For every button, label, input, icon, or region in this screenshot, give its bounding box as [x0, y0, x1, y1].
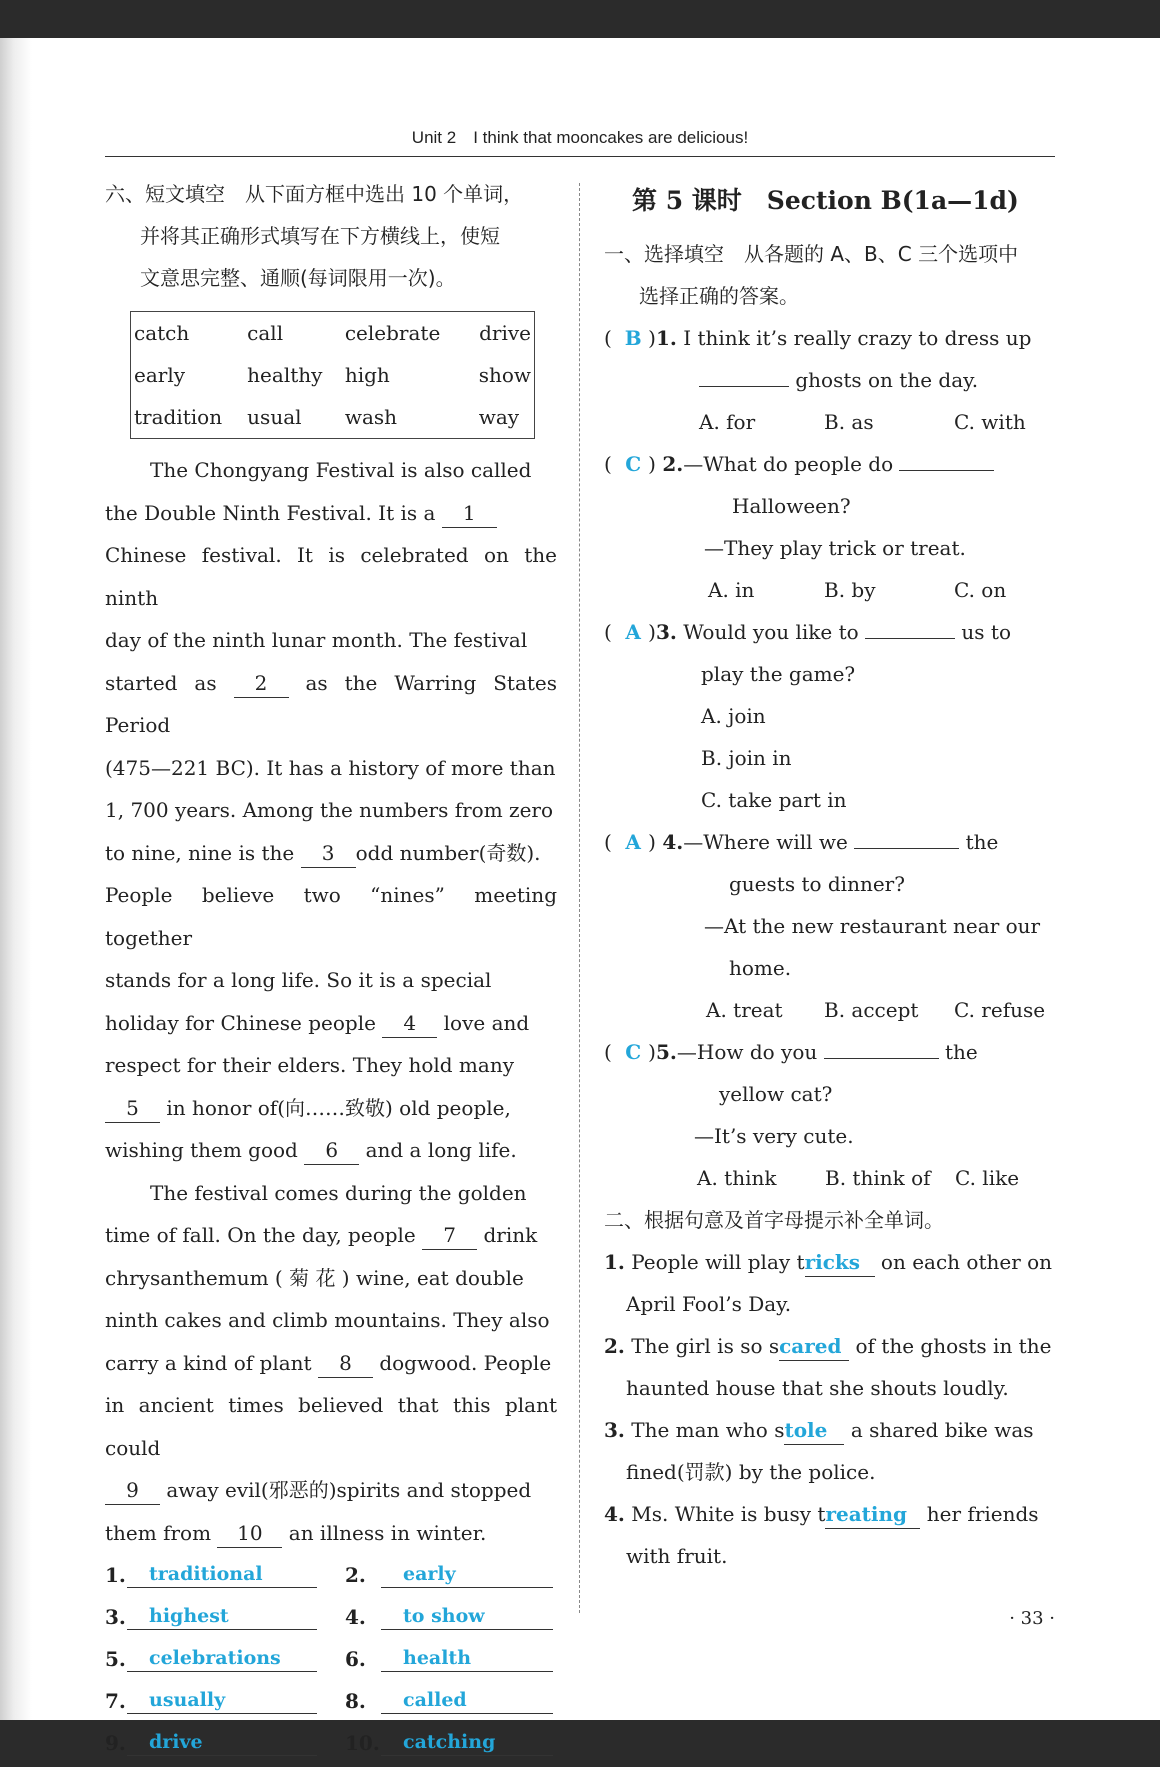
passage-line	[105, 492, 557, 535]
sentence-answer: ricks	[805, 1248, 875, 1277]
passage-line: People believe two “nines” meeting together	[105, 883, 557, 950]
sentence-line: fined(罚款) by the police.	[626, 1460, 876, 1484]
question-text: —What do people do	[683, 452, 894, 476]
word-row	[131, 396, 535, 439]
option: C. take part in	[701, 788, 847, 812]
options	[604, 989, 1056, 1031]
page-number: · 33 ·	[1009, 1608, 1055, 1629]
passage-text: to nine, nine is the	[105, 840, 295, 865]
answer-item	[105, 1680, 345, 1722]
passage-text: drink	[483, 1223, 538, 1247]
instruction-line: 六、短文填空 从下面方框中选出 10 个单词，	[105, 182, 524, 206]
answer-item	[105, 1638, 345, 1680]
passage-line: The festival comes during the golden	[150, 1180, 527, 1205]
passage-line	[105, 1512, 557, 1555]
passage-text: holiday for Chinese people	[105, 1010, 376, 1035]
word: show	[478, 363, 531, 387]
question-line: home.	[729, 956, 792, 980]
instruction-line: 并将其正确形式填写在下方横线上，使短	[140, 224, 500, 248]
answer-number: 1.	[105, 1563, 126, 1587]
answer-number: 6.	[345, 1647, 366, 1671]
passage-text: an illness in winter.	[288, 1520, 487, 1545]
passage-text: and a long life.	[365, 1138, 517, 1162]
sentence-3	[604, 1409, 1056, 1493]
workbook-page	[0, 38, 1160, 1755]
blank-2: 2	[234, 669, 289, 698]
passage-text: wishing them good	[105, 1138, 298, 1162]
blank-5: 5	[105, 1094, 160, 1123]
word: tradition	[134, 405, 223, 429]
question-line: yellow cat?	[719, 1082, 833, 1106]
passage-line: 1, 700 years. Among the numbers from zero	[105, 798, 554, 822]
word: way	[478, 405, 520, 429]
question-text: I think it’s really crazy to dress up	[683, 326, 1032, 350]
answer-number: 3.	[105, 1605, 126, 1629]
sentence-number: 2.	[604, 1334, 625, 1358]
question-text: the	[944, 1040, 978, 1064]
question-text: ghosts on the day.	[795, 368, 979, 392]
answer-text: catching	[381, 1729, 553, 1756]
question-number: 3.	[655, 620, 677, 644]
section-title: 第 5 课时 Section B(1a—1d)	[632, 186, 1019, 215]
question-answer: A	[625, 830, 641, 854]
option: B. by	[824, 578, 876, 602]
passage-line	[105, 1214, 557, 1257]
sentence-text: a shared bike was	[850, 1418, 1034, 1442]
answer-text: highest	[127, 1603, 317, 1630]
sentence-answer: reating	[825, 1500, 920, 1529]
word: high	[344, 363, 390, 387]
answer-number: 7.	[105, 1689, 126, 1713]
passage-text: in honor of(向……致敬) old people,	[166, 1095, 511, 1120]
question-line: ( A )3. Would you like to us to	[604, 611, 1056, 653]
options	[604, 569, 1056, 611]
question-4	[604, 821, 1056, 1031]
word: healthy	[247, 363, 323, 387]
page-header: Unit 2 I think that mooncakes are delicious!	[411, 128, 749, 147]
sentence-number: 3.	[604, 1418, 625, 1442]
passage-line: respect for their elders. They hold many	[105, 1053, 514, 1077]
answer-number: 5.	[105, 1647, 126, 1671]
sentence-line: with fruit.	[626, 1544, 728, 1568]
passage-line	[105, 662, 557, 747]
answer-item	[105, 1554, 345, 1596]
word-row	[131, 312, 535, 355]
sentence-line	[604, 1409, 1056, 1451]
passage-line: Chinese festival. It is celebrated on the ninth	[105, 543, 557, 610]
question-number: 2.	[662, 452, 684, 476]
option: A. treat	[706, 998, 783, 1022]
word-box	[130, 311, 535, 439]
answer-text: health	[381, 1645, 553, 1672]
sentence-number: 1.	[604, 1250, 625, 1274]
passage-line	[105, 832, 557, 875]
word: call	[247, 321, 284, 345]
option: C. like	[955, 1166, 1020, 1190]
question-text: Would you like to	[683, 620, 859, 644]
blank-6: 6	[304, 1136, 359, 1165]
answer-number: 2.	[345, 1563, 366, 1587]
word: celebrate	[344, 321, 441, 345]
passage-line	[105, 1002, 557, 1045]
question-blank	[824, 1058, 939, 1059]
sentence-text: her friends	[926, 1502, 1039, 1526]
blank-9: 9	[105, 1476, 160, 1505]
answer-item	[345, 1722, 557, 1764]
question-line: —It’s very cute.	[694, 1124, 854, 1148]
question-line: Halloween?	[732, 494, 851, 518]
answer-text: to show	[381, 1603, 553, 1630]
column-divider	[579, 183, 580, 1613]
sentence-4	[604, 1493, 1056, 1577]
answer-grid	[105, 1554, 557, 1764]
option: A. for	[699, 410, 756, 434]
option: C. with	[954, 410, 1026, 434]
question-text: —Where will we	[683, 830, 848, 854]
left-column	[105, 173, 557, 1764]
answer-text: early	[381, 1561, 553, 1588]
part1-title-line: 一、选择填空 从各题的 A、B、C 三个选项中	[604, 242, 1019, 266]
blank-8: 8	[318, 1349, 373, 1378]
sentence-answer: tole	[784, 1416, 844, 1445]
passage-line	[105, 1129, 557, 1172]
passage-line	[105, 1087, 557, 1130]
passage-line: in ancient times believed that this plant could	[105, 1393, 557, 1460]
sentence-line	[604, 1493, 1056, 1535]
passage-text: carry a kind of plant	[105, 1350, 312, 1375]
word: wash	[344, 405, 398, 429]
question-answer: B	[624, 326, 642, 350]
question-1	[604, 317, 1056, 443]
passage-line	[105, 1342, 557, 1385]
passage-line: day of the ninth lunar month. The festival	[105, 628, 528, 652]
passage-text: the Double Ninth Festival. It is a	[105, 500, 436, 525]
answer-number: 8.	[345, 1689, 366, 1713]
part1-title	[604, 233, 1056, 317]
passage-line: ninth cakes and climb mountains. They also	[105, 1308, 550, 1332]
options	[604, 1157, 1056, 1199]
answer-item	[345, 1680, 557, 1722]
question-answer: A	[625, 620, 641, 644]
word: usual	[247, 405, 302, 429]
question-number: 5.	[655, 1040, 677, 1064]
answer-text: traditional	[127, 1561, 317, 1588]
sentence-text: on each other on	[880, 1250, 1053, 1274]
options	[604, 401, 1056, 443]
sentence-line	[604, 1241, 1056, 1283]
option: A. in	[708, 578, 755, 602]
answer-item	[345, 1638, 557, 1680]
sentence-2	[604, 1325, 1056, 1409]
question-blank	[899, 470, 994, 471]
sentence-line: haunted house that she shouts loudly.	[626, 1376, 1009, 1400]
sentence-text: of the ghosts in the	[855, 1334, 1052, 1358]
word: early	[134, 363, 186, 387]
question-number: 4.	[662, 830, 684, 854]
right-column	[604, 173, 1056, 1577]
passage-text: love and	[443, 1010, 530, 1035]
sentence-text: The man who s	[631, 1418, 785, 1442]
answer-number: 10.	[345, 1731, 380, 1755]
passage-text: started as	[105, 670, 217, 695]
answer-number: 4.	[345, 1605, 366, 1629]
part1-title-line: 选择正确的答案。	[639, 284, 799, 308]
question-text: —How do you	[676, 1040, 818, 1064]
answer-text: called	[381, 1687, 553, 1714]
question-number: 1.	[655, 326, 677, 350]
passage-text: dogwood. People	[379, 1350, 552, 1375]
question-text: us to	[961, 620, 1011, 644]
option: C. refuse	[954, 998, 1046, 1022]
question-blank	[865, 638, 955, 639]
option: A. join	[701, 704, 766, 728]
word: drive	[479, 321, 531, 345]
answer-item	[105, 1722, 345, 1764]
option: B. think of	[825, 1166, 931, 1190]
passage	[105, 449, 557, 1554]
answer-item	[345, 1554, 557, 1596]
question-line: play the game?	[701, 662, 856, 686]
sentence-text: The girl is so s	[631, 1334, 780, 1358]
blank-7: 7	[422, 1221, 477, 1250]
sentence-1	[604, 1241, 1056, 1325]
word: catch	[134, 321, 190, 345]
sentence-number: 4.	[604, 1502, 625, 1526]
question-blank	[854, 848, 959, 849]
question-blank	[699, 386, 789, 387]
answer-text: celebrations	[127, 1645, 317, 1672]
answer-item	[105, 1596, 345, 1638]
question-line	[604, 359, 1056, 401]
question-line: ( A ) 4.—Where will we the	[604, 821, 1056, 863]
option: C. on	[954, 578, 1007, 602]
question-5	[604, 1031, 1056, 1199]
option: B. join in	[701, 746, 792, 770]
cloze-instruction	[105, 173, 557, 299]
question-line: ( C )5.—How do you the	[604, 1031, 1056, 1073]
blank-1: 1	[442, 499, 497, 528]
passage-text: odd number(奇数).	[355, 840, 541, 865]
passage-line: The Chongyang Festival is also called	[150, 458, 532, 482]
sentence-answer: cared	[779, 1332, 849, 1361]
blank-10: 10	[217, 1519, 282, 1548]
answer-item	[345, 1596, 557, 1638]
word-row	[131, 354, 535, 396]
passage-text: as the Warring States Period	[105, 670, 558, 737]
question-text: the	[965, 830, 999, 854]
passage-line: chrysanthemum ( 菊 花 ) wine, eat double	[105, 1265, 524, 1290]
answer-text: usually	[127, 1687, 317, 1714]
header-rule	[105, 156, 1055, 157]
passage-line	[105, 1469, 557, 1512]
question-2	[604, 443, 1056, 611]
question-line: ( C ) 2.—What do people do	[604, 443, 1056, 485]
blank-4: 4	[382, 1009, 437, 1038]
passage-line: stands for a long life. So it is a special	[105, 968, 492, 992]
passage-text: away evil(邪恶的)spirits and stopped	[166, 1478, 532, 1502]
answer-text: drive	[127, 1729, 317, 1756]
instruction-line: 文意思完整、通顺(每词限用一次)。	[140, 266, 456, 290]
blank-3: 3	[301, 839, 356, 868]
option: B. as	[824, 410, 874, 434]
question-line: —They play trick or treat.	[704, 536, 966, 560]
option: A. think	[697, 1166, 777, 1190]
question-3	[604, 611, 1056, 821]
passage-line: (475—221 BC). It has a history of more than	[105, 755, 556, 780]
sentence-line	[604, 1325, 1056, 1367]
sentence-line: April Fool’s Day.	[626, 1292, 792, 1316]
answer-number: 9.	[105, 1731, 126, 1755]
passage-text: them from	[105, 1520, 212, 1545]
sentence-text: People will play t	[631, 1250, 805, 1274]
question-answer: C	[625, 1040, 642, 1064]
question-line: —At the new restaurant near our	[704, 914, 1041, 938]
question-answer: C	[625, 452, 642, 476]
option: B. accept	[824, 998, 919, 1022]
question-line: guests to dinner?	[729, 872, 905, 896]
sentence-text: Ms. White is busy t	[631, 1502, 826, 1526]
passage-text: time of fall. On the day, people	[105, 1223, 416, 1247]
part2-title: 二、根据句意及首字母提示补全单词。	[604, 1208, 944, 1232]
question-line: ( B )1. I think it’s really crazy to dress up	[604, 317, 1056, 359]
